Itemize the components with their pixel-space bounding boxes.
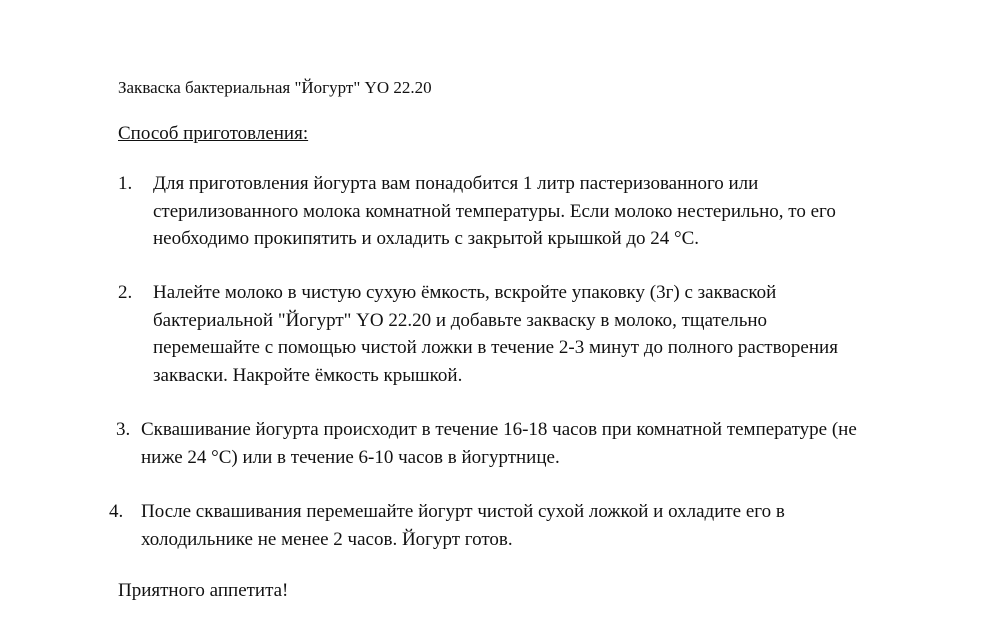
step-3-line-1: Сквашивание йогурта происходит в течение 16-18 часов при комнатной температуре (не: [141, 419, 857, 440]
step-2-line-1: Налейте молоко в чистую сухую ёмкость, вскройте упаковку (3г) с закваской: [153, 282, 777, 303]
closing-line: Приятного аппетита!: [118, 580, 289, 601]
document-title: Закваска бактериальная "Йогурт" YO 22.20: [118, 78, 432, 97]
step-1-line-3: необходимо прокипятить и охладить с закрытой крышкой до 24 °С.: [153, 228, 700, 249]
step-2-text: [153, 279, 838, 389]
section-heading: Способ приготовления:: [118, 123, 309, 144]
step-4-line-1: После сквашивания перемешайте йогурт чистой сухой ложкой и охладите его в: [141, 501, 785, 522]
step-2-number: 2.: [118, 282, 133, 303]
step-1-text: [153, 170, 836, 253]
step-2-line-4: закваски. Накройте ёмкость крышкой.: [153, 364, 463, 386]
step-1-line-1: Для приготовления йогурта вам понадобится 1 литр пастеризованного или: [153, 173, 759, 194]
step-3-number: 3.: [116, 419, 131, 440]
step-3-text: [141, 416, 857, 471]
step-2-line-3: перемешайте с помощью чистой ложки в течение 2-3 минут до полного растворения: [153, 337, 838, 358]
step-3-line-2: ниже 24 °С) или в течение 6-10 часов в йогуртнице.: [141, 446, 560, 468]
step-1-number: 1.: [118, 173, 133, 194]
step-2-line-2: бактериальной "Йогурт" YO 22.20 и добавьте закваску в молоко, тщательно: [153, 309, 768, 331]
step-4-text: [141, 498, 785, 553]
step-1-line-2: стерилизованного молока комнатной температуры. Если молоко нестерильно, то его: [153, 200, 836, 222]
step-4-number: 4.: [109, 501, 124, 522]
step-4-line-2: холодильнике не менее 2 часов. Йогурт готов.: [141, 528, 513, 550]
